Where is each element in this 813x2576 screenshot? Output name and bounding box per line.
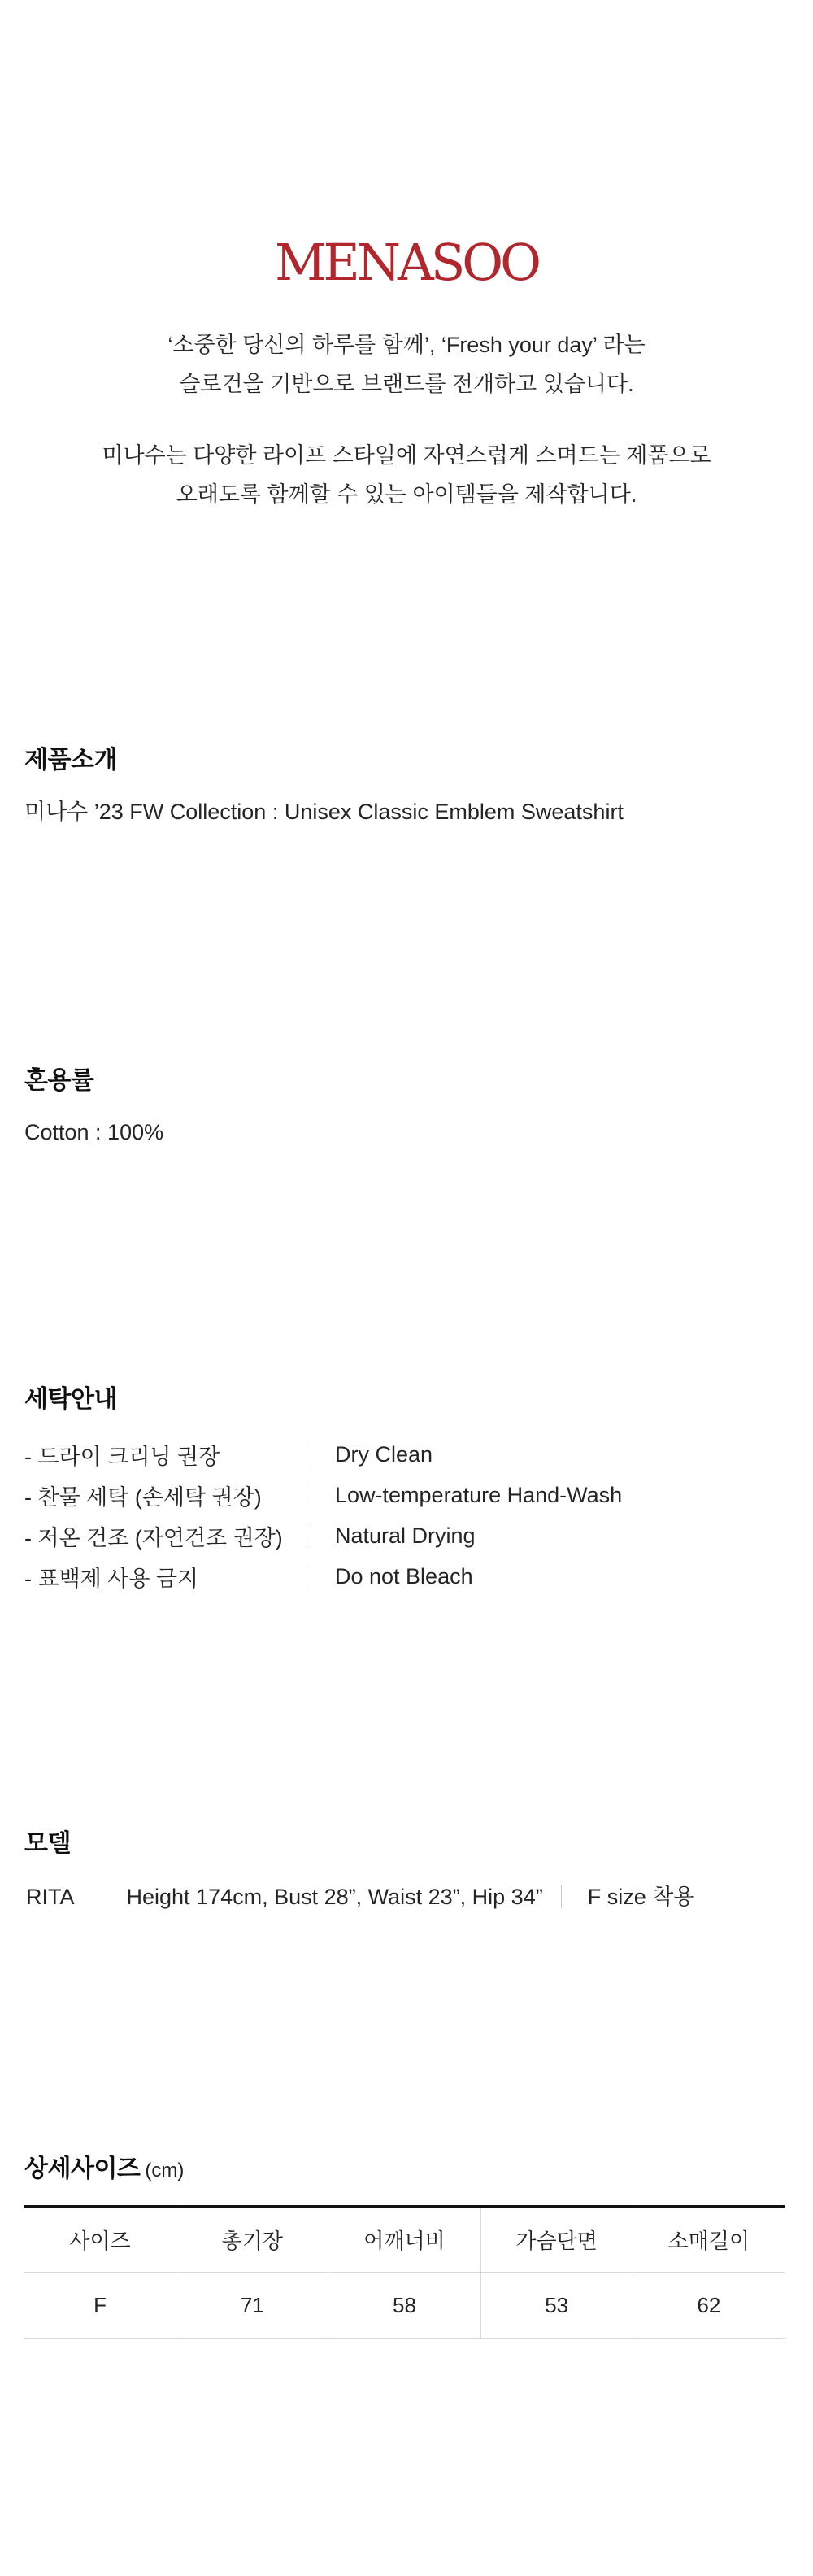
brand-description-paragraph	[0, 436, 813, 514]
size-table-header-cell: 가슴단면	[480, 2207, 633, 2273]
size-table-cell: F	[24, 2273, 176, 2339]
care-item-english: Natural Drying	[335, 1523, 476, 1548]
section-model-info	[0, 1829, 813, 1911]
care-heading: 세탁안내	[24, 1386, 117, 1413]
model-info-row	[24, 1883, 789, 1911]
slogan-line-1: ‘소중한 당신의 하루를 함께’, ‘Fresh your day’ 라는	[167, 333, 646, 357]
care-item-english: Dry Clean	[335, 1441, 433, 1467]
care-item	[24, 1442, 789, 1467]
description-line-2: 오래도록 함께할 수 있는 아이템들을 제작합니다.	[176, 482, 637, 507]
brand-logo: MENASOO	[275, 233, 538, 292]
size-heading-label: 상세사이즈	[24, 2155, 141, 2182]
size-table-cell: 58	[328, 2273, 480, 2339]
care-item	[24, 1564, 789, 1589]
fabric-heading: 혼용률	[24, 1067, 94, 1094]
care-item	[24, 1482, 789, 1510]
product-intro-text: 미나수 ’23 FW Collection : Unisex Classic Emblem Sweatshirt	[24, 800, 624, 824]
size-table-cell: 71	[176, 2273, 328, 2339]
care-item-english: Low-temperature Hand-Wash	[335, 1482, 623, 1507]
section-product-intro	[0, 746, 813, 826]
model-fit-size: F size 착용	[587, 1885, 695, 1909]
care-item-english: Do not Bleach	[335, 1563, 473, 1589]
section-care-guide	[0, 1385, 813, 1589]
model-heading: 모델	[24, 1830, 71, 1857]
size-table-header-cell: 총기장	[176, 2207, 328, 2273]
size-table-header-cell: 사이즈	[24, 2207, 176, 2273]
section-fabric-composition	[0, 1066, 813, 1146]
description-line-1: 미나수는 다양한 라이프 스타일에 자연스럽게 스며드는 제품으로	[102, 443, 711, 468]
size-table-header-cell: 소매길이	[633, 2207, 785, 2273]
vertical-divider	[561, 1885, 562, 1908]
model-name: RITA	[26, 1885, 75, 1909]
size-table-cell: 53	[480, 2273, 633, 2339]
brand-slogan-paragraph	[0, 325, 813, 403]
size-heading	[24, 2155, 789, 2186]
care-item	[24, 1523, 789, 1548]
slogan-line-2: 슬로건을 기반으로 브랜드를 전개하고 있습니다.	[179, 372, 634, 396]
care-list	[24, 1442, 789, 1589]
fabric-text: Cotton : 100%	[24, 1120, 164, 1144]
product-intro-heading: 제품소개	[24, 747, 117, 774]
size-table-header-cell: 어깨너비	[328, 2207, 480, 2273]
size-table-cell: 62	[633, 2273, 785, 2339]
care-item-korean: - 표백제 사용 금지	[24, 1566, 199, 1591]
size-table-header-row	[24, 2207, 785, 2273]
care-item-korean: - 찬물 세탁 (손세탁 권장)	[24, 1484, 262, 1510]
size-table-data-row	[24, 2273, 785, 2339]
care-item-korean: - 저온 건조 (자연건조 권장)	[24, 1525, 283, 1550]
care-item-korean: - 드라이 크리닝 권장	[24, 1444, 220, 1469]
size-table	[24, 2205, 785, 2339]
section-detail-size	[0, 2155, 813, 2339]
size-unit-label: (cm)	[145, 2160, 185, 2182]
model-measurements: Height 174cm, Bust 28”, Waist 23”, Hip 34”	[126, 1885, 543, 1909]
